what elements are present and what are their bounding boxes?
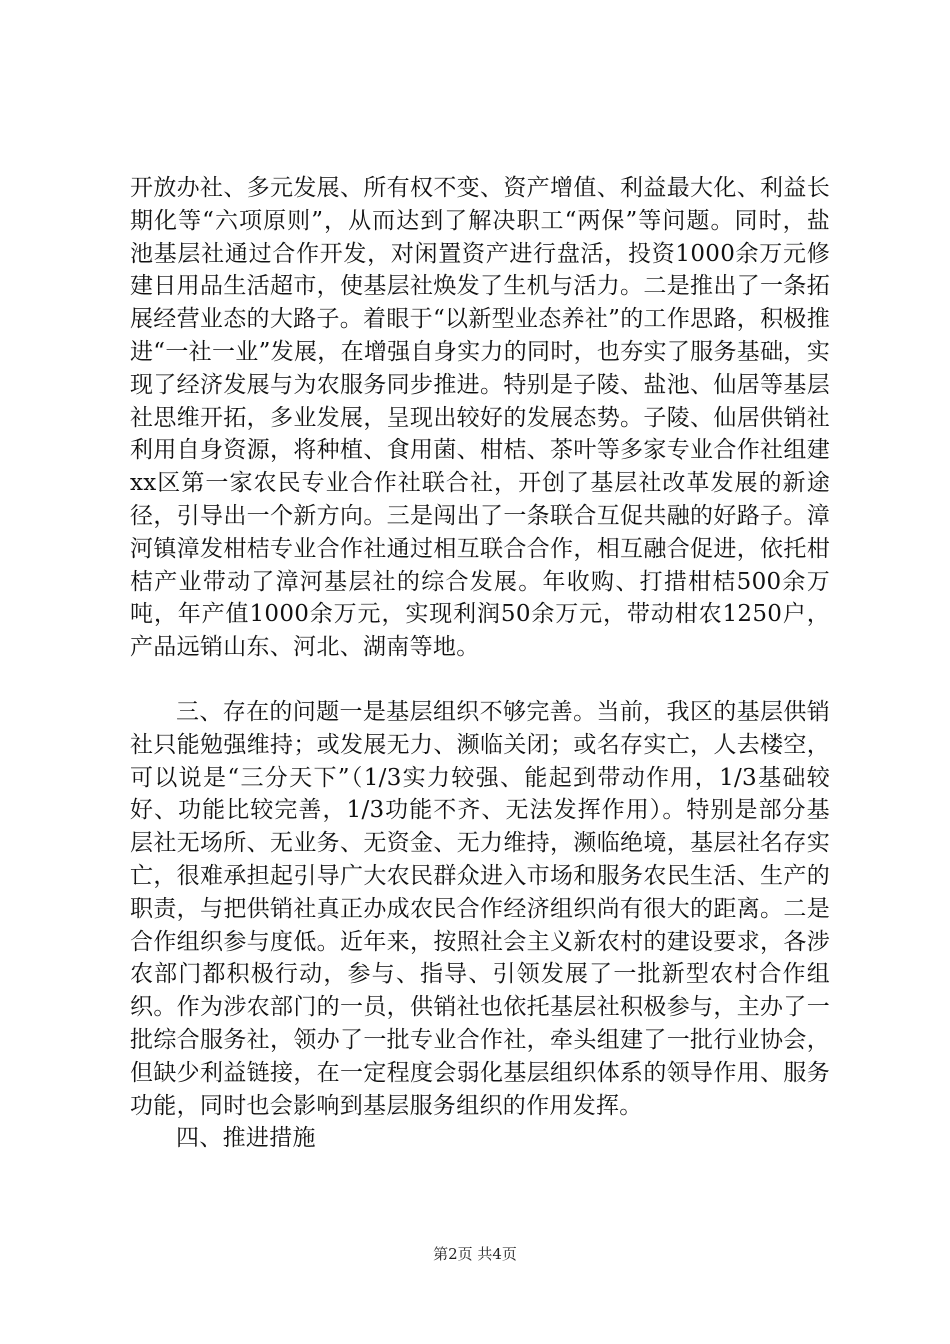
document-body — [130, 172, 830, 1155]
section-heading: 四、推进措施 — [176, 1125, 316, 1152]
page-number-footer: 第2页 共4页 — [433, 1245, 517, 1263]
paragraph-continuation: 开放办社、多元发展、所有权不变、资产增值、利益最大化、利益长期化等“六项原则”，从而达到了解决职工“两保”等问题。同时，盐池基层社通过合作开发，对闲置资产进行盘活，投资1000余万元修建日用品生活超市，使基层社焕发了生机与活力。二是推出了一条拓展经营业态的大路子。着眼于“以新型业态养社”的工作思路，积极推进“一社一业”发展，在增强自身实力的同时，也夯实了服务基础，实现了经济发展与为农服务同步推进。特别是子陵、盐池、仙居等基层社思维开拓，多业发展，呈现出较好的发展态势。子陵、仙居供销社利用自身资源，将种植、食用菌、柑桔、茶叶等多家专业合作社组建xx区第一家农民专业合作社联合社，开创了基层社改革发展的新途径，引导出一个新方向。三是闯出了一条联合互促共融的好路子。漳河镇漳发柑桔专业合作社通过相互联合合作，相互融合促进，依托柑桔产业带动了漳河基层社的综合发展。年收购、打措柑桔500余万吨，年产值1000余万元，实现利润50余万元，带动柑农1250户，产品远销山东、河北、湖南等地。 — [130, 175, 830, 661]
paragraph-problems: 三、存在的问题一是基层组织不够完善。当前，我区的基层供销社只能勉强维持；或发展无力、濒临关闭；或名存实亡，人去楼空，可以说是“三分天下”（1/3实力较强、能起到带动作用，1/3基础较好、功能比较完善，1/3功能不齐、无法发挥作用）。特别是部分基层社无场所、无业务、无资金、无力维持，濒临绝境，基层社名存实亡，很难承担起引导广大农民群众进入市场和服务农民生活、生产的职责，与把供销社真正办成农民合作经济组织尚有很大的距离。二是合作组织参与度低。近年来，按照社会主义新农村的建设要求，各涉农部门都积极行动，参与、指导、引领发展了一批新型农村合作组织。作为涉农部门的一员，供销社也依托基层社积极参与，主办了一批综合服务社，领办了一批专业合作社，牵头组建了一批行业协会，但缺少利益链接，在一定程度会弱化基层组织体系的领导作用、服务功能，同时也会影响到基层服务组织的作用发挥。 — [130, 698, 830, 1119]
